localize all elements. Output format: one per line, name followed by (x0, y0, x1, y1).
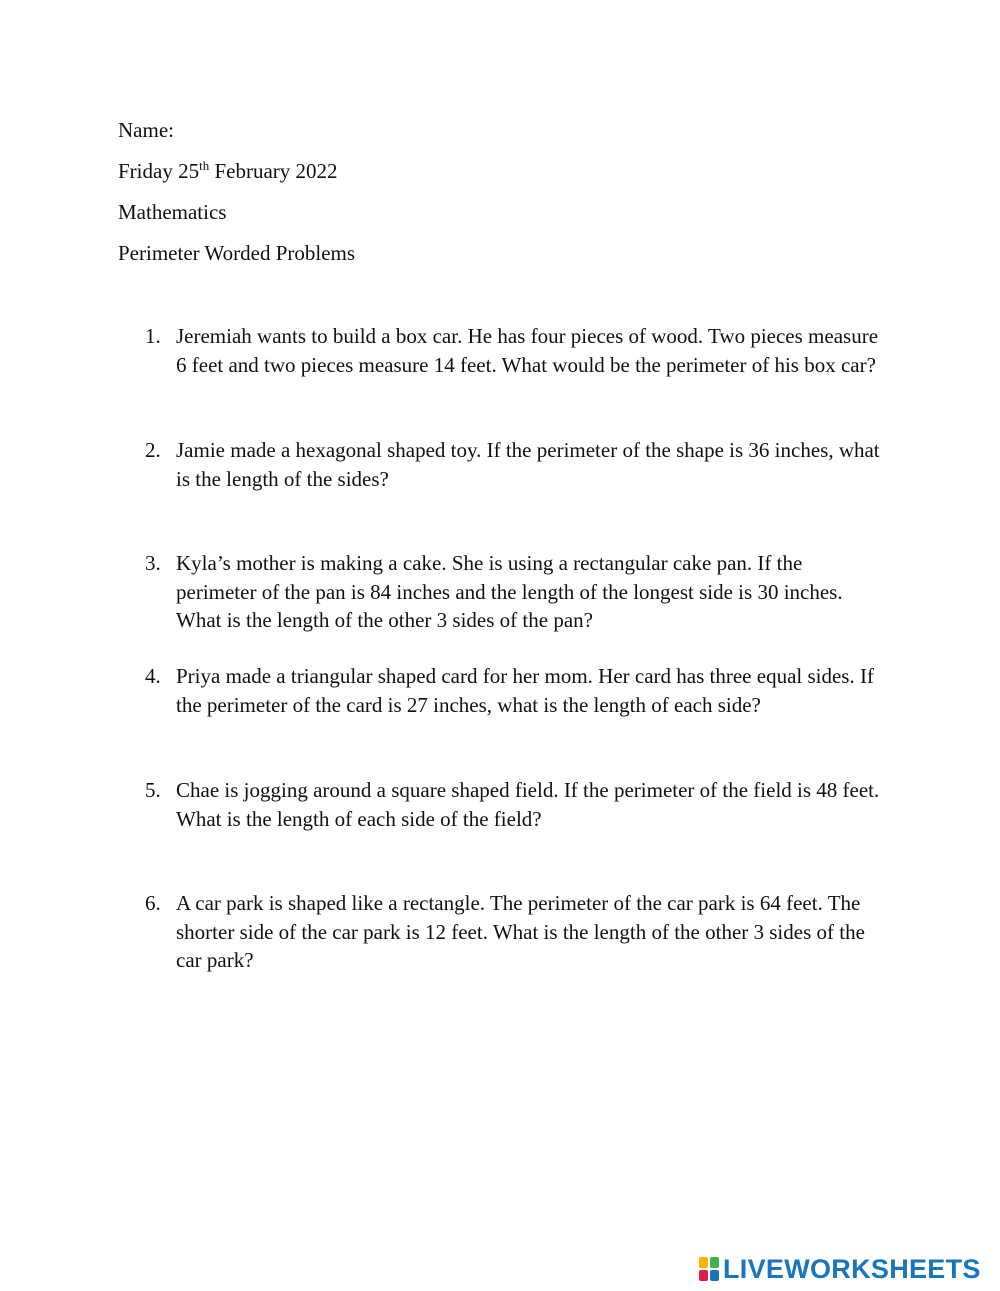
date-line (118, 158, 338, 184)
question-text: Priya made a triangular shaped card for her mom. Her card has three equal sides. If the perimeter of the card is 27 inches, what is the length of each side? (176, 664, 874, 717)
date-ordinal-suffix: th (199, 158, 210, 173)
question-text: Jeremiah wants to build a box car. He has four pieces of wood. Two pieces measure 6 feet and two pieces measure 14 feet. What would be the perimeter of his box car? (176, 324, 879, 377)
question-item (145, 662, 885, 719)
logo-square (710, 1257, 719, 1268)
question-item (145, 889, 885, 975)
question-text: Chae is jogging around a square shaped field. If the perimeter of the field is 48 feet. What is the length of each side of the field? (176, 778, 880, 831)
question-number: 4. (145, 664, 161, 688)
date-rest: February 2022 (209, 159, 338, 183)
question-item (145, 322, 885, 379)
subject-line: Mathematics (118, 200, 227, 224)
question-item (145, 436, 885, 493)
brand-text: LIVEWORKSHEETS (723, 1253, 981, 1284)
question-text: A car park is shaped like a rectangle. The perimeter of the car park is 64 feet. The shorter side of the car park is 12 feet. What is the length of the other 3 sides of the car park? (176, 891, 865, 972)
question-text: Jamie made a hexagonal shaped toy. If the perimeter of the shape is 36 inches, what is the length of the sides? (176, 438, 880, 491)
question-item (145, 549, 885, 635)
date-prefix: Friday 25 (118, 159, 200, 183)
liveworksheets-logo-icon (698, 1256, 720, 1282)
logo-square (710, 1270, 719, 1281)
question-number: 3. (145, 551, 161, 575)
question-text: Kyla’s mother is making a cake. She is using a rectangular cake pan. If the perimeter of the pan is 84 inches and the length of the longest side is 30 inches. What is the length of the other 3 sides of the pan? (176, 551, 843, 632)
question-number: 2. (145, 438, 161, 462)
topic-line: Perimeter Worded Problems (118, 241, 356, 265)
name-label: Name: (118, 118, 174, 142)
question-number: 1. (145, 324, 161, 348)
question-number: 6. (145, 891, 161, 915)
liveworksheets-brand[interactable] (698, 1253, 981, 1285)
question-number: 5. (145, 778, 161, 802)
logo-square (699, 1270, 708, 1281)
logo-square (699, 1257, 708, 1268)
question-item (145, 776, 885, 833)
